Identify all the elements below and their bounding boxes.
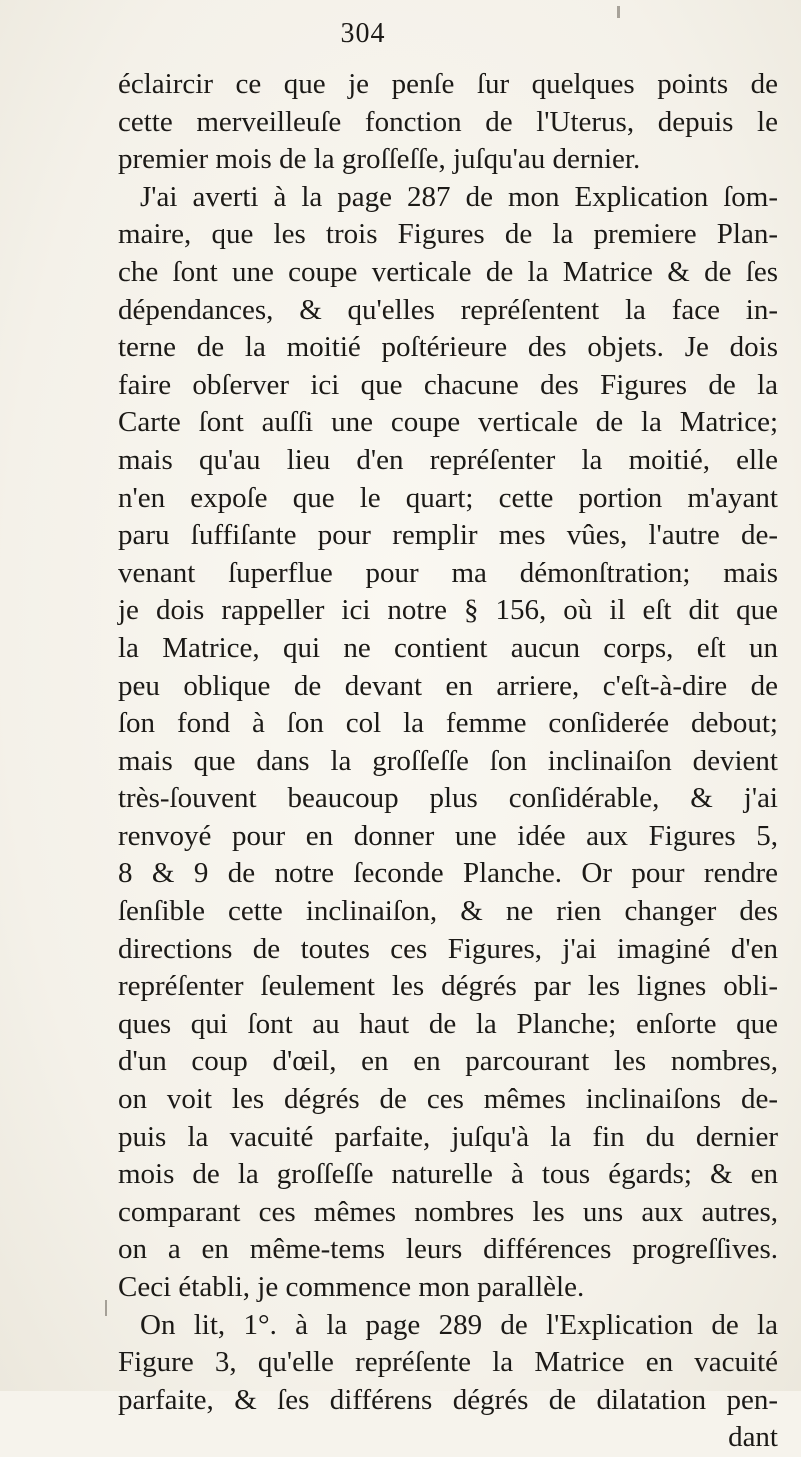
text-line: directions de toutes ces Figures, j'ai imaginé d'en (118, 932, 778, 965)
text-line: la Matrice, qui ne contient aucun corps, eſt un (118, 631, 778, 664)
text-line: che ſont une coupe verticale de la Matrice & de ſes (118, 255, 778, 288)
text-line: mais que dans la groſſeſſe ſon inclinaiſon devient (118, 744, 778, 777)
text-line: puis la vacuité parfaite, juſqu'à la fin du dernier (118, 1120, 778, 1153)
text-line: on voit les dégrés de ces mêmes inclinaiſons de- (118, 1083, 778, 1116)
text-line: dant (728, 1421, 778, 1454)
text-line: je dois rappeller ici notre § 156, où il eſt dit que (118, 594, 778, 627)
text-line: d'un coup d'œil, en en parcourant les nombres, (118, 1045, 778, 1078)
text-line: paru ſuffiſante pour remplir mes vûes, l'autre de- (118, 519, 778, 552)
text-line: éclaircir ce que je penſe ſur quelques points de (118, 68, 778, 100)
text-line: ques qui ſont au haut de la Planche; enſorte que (118, 1007, 778, 1040)
text-line: premier mois de la groſſeſſe, juſqu'au dernier. (118, 143, 641, 176)
text-line: cette merveilleuſe fonction de l'Uterus, depuis le (118, 105, 778, 138)
text-line: on a en même-tems leurs différences progreſſives. (118, 1233, 778, 1266)
text-line: mais qu'au lieu d'en repréſenter la moitié, elle (118, 443, 778, 476)
text-line: Ceci établi, je commence mon parallèle. (118, 1271, 585, 1303)
text-line: comparant ces mêmes nombres les uns aux autres, (118, 1195, 778, 1228)
text-line: n'en expoſe que le quart; cette portion m'ayant (118, 481, 778, 514)
page-number: 304 (340, 18, 386, 49)
text-line: terne de la moitié poſtérieure des objets. Je dois (118, 331, 778, 364)
text-line: maire, que les trois Figures de la premiere Plan- (118, 218, 778, 251)
text-line: très-ſouvent beaucoup plus conſidérable, & j'ai (118, 782, 778, 815)
text-line: renvoyé pour en donner une idée aux Figures 5, (118, 819, 778, 852)
text-line: 8 & 9 de notre ſeconde Planche. Or pour rendre (118, 857, 778, 890)
text-line: J'ai averti à la page 287 de mon Explication ſom- (140, 180, 778, 213)
text-line: venant ſuperflue pour ma démonſtration; mais (118, 556, 778, 589)
text-line: Figure 3, qu'elle repréſente la Matrice en vacuité (118, 1346, 778, 1379)
text-line: faire obſerver ici que chacune des Figures de la (118, 368, 778, 401)
text-line: ſenſible cette inclinaiſon, & ne rien changer des (118, 895, 778, 928)
text-line: repréſenter ſeulement les dégrés par les lignes obli- (118, 970, 778, 1003)
text-line: Carte ſont auſſi une coupe verticale de la Matrice; (118, 406, 778, 439)
text-line: dépendances, & qu'elles repréſentent la face in- (118, 293, 778, 326)
text-line: ſon fond à ſon col la femme conſiderée debout; (118, 707, 778, 740)
stray-mark (105, 1300, 107, 1316)
text-line: parfaite, & ſes différens dégrés de dilatation pen- (118, 1383, 778, 1416)
stray-mark (617, 6, 620, 18)
body-text (118, 66, 778, 1457)
text-line: mois de la groſſeſſe naturelle à tous égards; & en (118, 1158, 778, 1191)
text-line: On lit, 1°. à la page 289 de l'Explication de la (140, 1308, 778, 1341)
text-line: peu oblique de devant en arriere, c'eſt-à-dire de (118, 669, 778, 702)
